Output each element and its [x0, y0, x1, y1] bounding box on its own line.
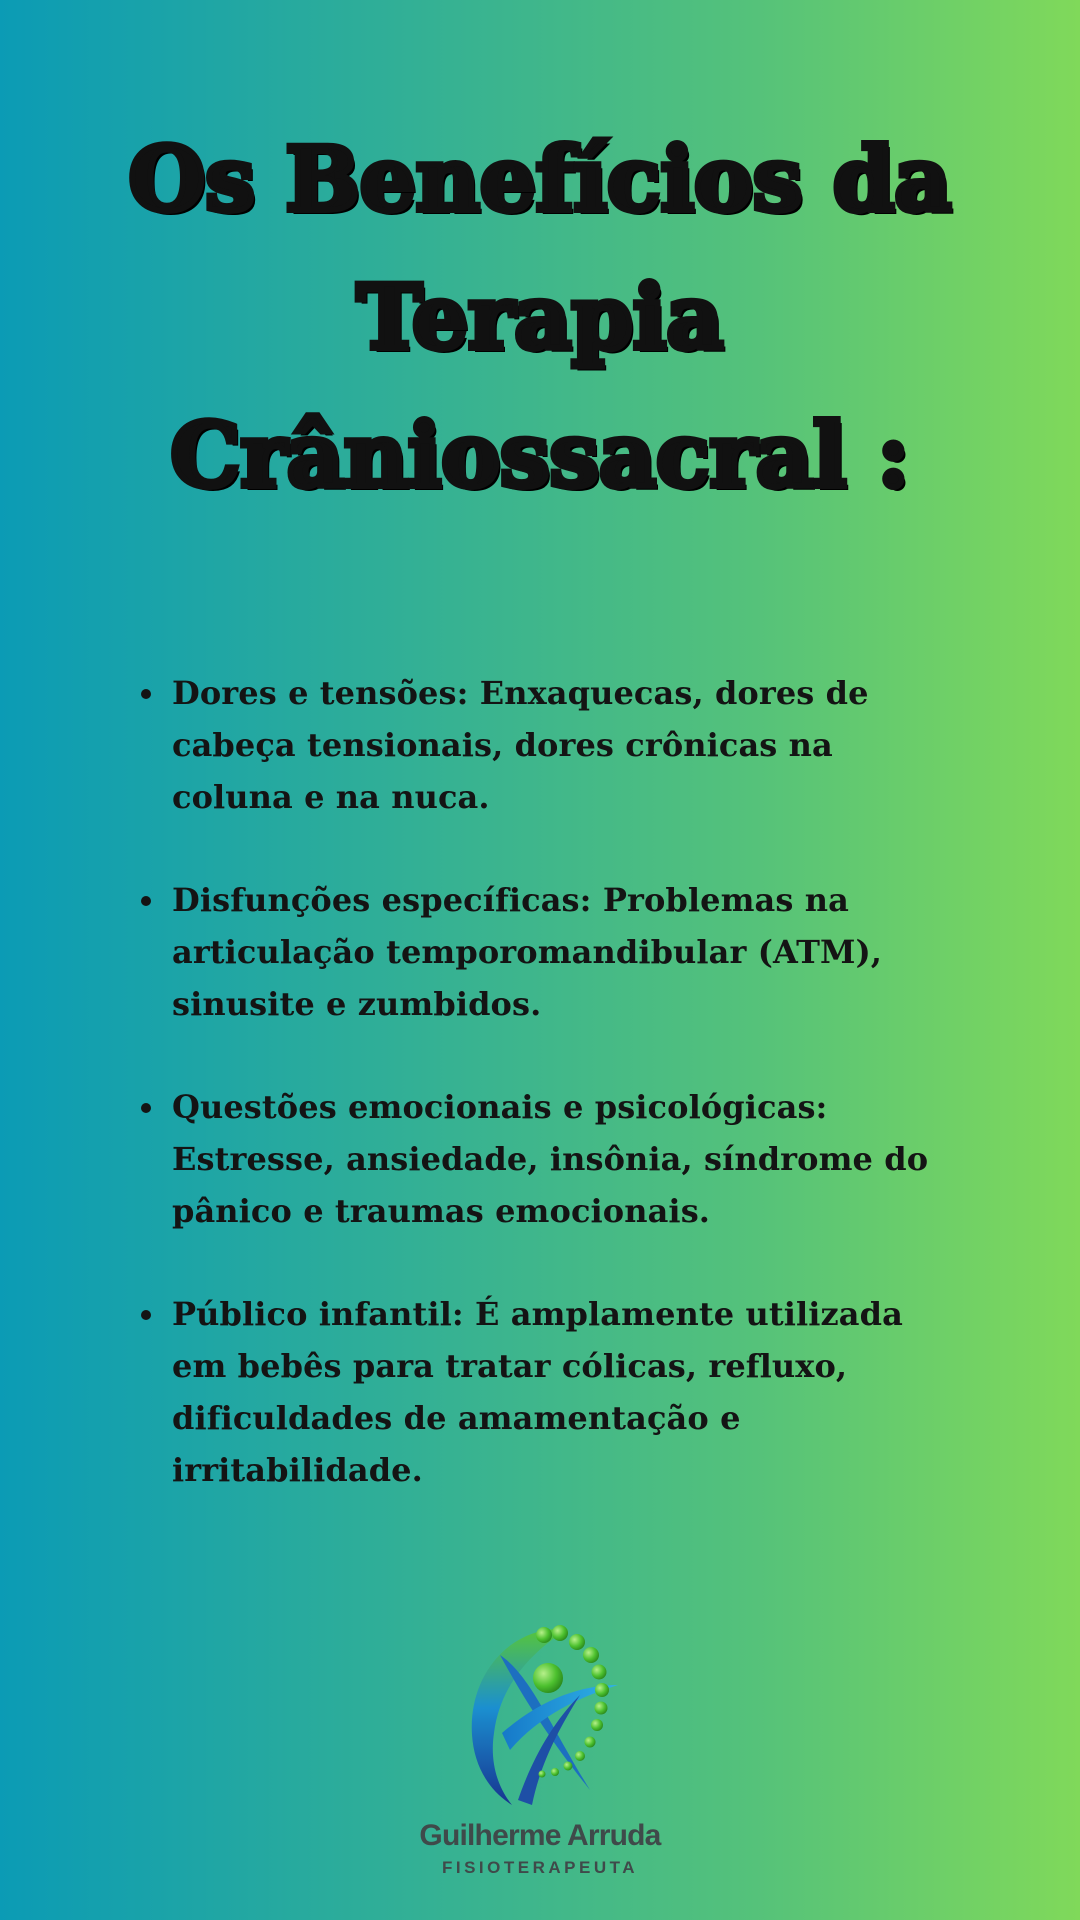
benefit-item-emotional-psychological — [137, 1081, 957, 1237]
benefit-item-children — [137, 1288, 957, 1496]
brand-role: FISIOTERAPEUTA — [441, 1858, 639, 1877]
title-line-1: Os Benefícios da — [128, 127, 952, 231]
bullet-icon — [141, 1103, 151, 1113]
bullet-icon — [141, 896, 151, 906]
benefit-text: Questões emocionais e psicológicas: Estresse, ansiedade, insônia, síndrome do pânico e traumas emocionais. — [172, 1088, 929, 1230]
benefit-text: Disfunções específicas: Problemas na articulação temporomandibular (ATM), sinusite e zumbidos. — [172, 881, 883, 1023]
brand-name: Guilherme Arruda — [419, 1819, 661, 1852]
benefit-text: Público infantil: É amplamente utilizada em bebês para tratar cólicas, refluxo, dificuldades de amamentação e irritabilidade. — [172, 1295, 903, 1489]
title-line-3: Crâniossacral : — [170, 403, 910, 507]
bullet-icon — [141, 1310, 151, 1320]
title-line-2: Terapia — [356, 265, 724, 369]
benefits-list — [137, 667, 957, 1547]
benefit-item-specific-dysfunctions — [137, 874, 957, 1030]
benefit-text: Dores e tensões: Enxaquecas, dores de cabeça tensionais, dores crônicas na coluna e na nuca. — [172, 674, 869, 816]
benefit-item-pain-tension — [137, 667, 957, 823]
spine-figure-logo-icon — [440, 1615, 680, 1815]
bullet-icon — [141, 689, 151, 699]
page-title — [0, 110, 1080, 524]
